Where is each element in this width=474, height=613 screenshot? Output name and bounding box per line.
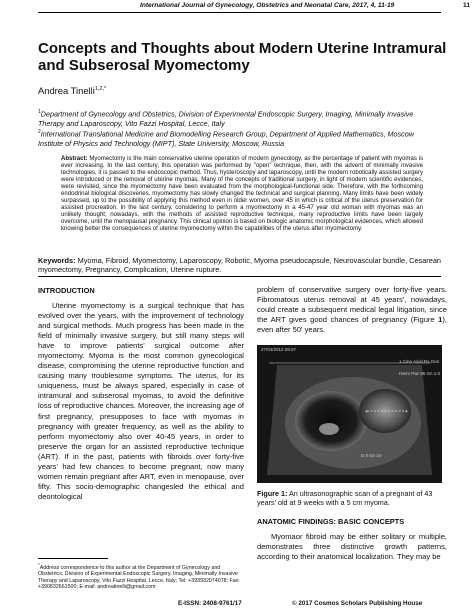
correspondence-footnote: *Address correspondence to this author at the Department of Gynecology and Obstetrics, Division of Experimental Endoscopic Surgery, Imaging, Minimally Invasive Therapy and Laparoscopy, Vito Fazzi Hospital, Lecce, Italy; Tel: +393932074078; Fax: +390832661500; E-mail: andreatinelli@gmail.com bbox=[38, 562, 240, 591]
anatomic-text: Myomaor fibroid may be either solitary or multiple, demonstrates three distinctive growth patterns, according to their anatomical localization. They may be bbox=[257, 532, 447, 562]
footnote-rule bbox=[38, 558, 108, 559]
section-rule bbox=[38, 276, 441, 277]
abstract-label: Abstract: bbox=[61, 156, 88, 162]
keywords-text: Myoma, Fibroid, Myomectomy, Laparoscopy, Robotic, Myoma pseudocapsule, Neurovascular bundle, Cesarean myomectomy, Pregnancy, Complication, Uterine rupture. bbox=[38, 256, 442, 275]
anatomic-column bbox=[257, 532, 447, 562]
author-name: Andrea Tinelli bbox=[38, 85, 95, 96]
ultrasound-figure bbox=[257, 345, 442, 483]
author-affiliation-marker: 1,2,* bbox=[94, 85, 107, 92]
right-column-paragraph: problem of conservative surgery over forty-five years. Fibromatous uterus removal at 45 years', nowadays, could create a subsequent medical legal litigation, since the ART gives good chances of pregnancy (Figure 1), even after 50' years. bbox=[257, 285, 447, 335]
ultrasound-date: 27/04/2012 09:07 bbox=[261, 347, 297, 352]
ultrasound-settings: Harm Pwr 95 Gn 1.0 bbox=[399, 371, 441, 376]
paper-title: Concepts and Thoughts about Modern Uterine Intramural and Subserosal Myomectomy bbox=[38, 40, 447, 74]
introduction-column bbox=[38, 301, 244, 502]
abstract-text: Myomectomy is the main conservative uterine operation of modern gynecology, as the percentage of patient with myomas is ever increasing. In the last century, this operation was performed by "open" technique, then, with the advent of minimally invasive technologies, it is passed to the endoscopic method. Thus, hysteroscopy and laparoscopy, until the modern robotically assisted surgery were introduced or the removal of uterine myomas. Many of the concepts of traditional surgery, in light of modern scientific evidences, were revisited, since the myomectomy have been evaluated from the morphological-functional side. Therefore, with the forthcoming endodrinal biological discoveries, myomectomy has slowly changed the technical and surgical planning. Many limits have been widely surpassed, up to the possibility of applying this method even in older women, over 45 in which is critical of the uterus preservation for assisted procreation. In the last century, considering to perform a myomectomy in a 45-47 year old woman with myomas was an unlikely thought; nowadays, with the methods of assisted reproductive technique, many reproductive limits have been largely overcome, until the menopausal pregnancy. This clinical opinion is based on biologic anatomic morphological evidences, which allowed knowing better the consequences of uterine myomectomy within the capabilities of the uterus after myomectomy. bbox=[61, 156, 424, 233]
introduction-text: Uterine myomectomy is a surgical technique that has evolved over the years, with the improvement of technology and surgical methods. Much progress has been made in the field of minimally invasive surgery, but still many steps will have to improve patients' surgical outcome after myomectomy. Myoma is the most common gynecological disease, compromising the uterine reproductive function and causing many troublesome symptoms. The uterus, for its uniqueness, must be always spared, especially in case of intramural and subserosal myomas, to avoid the definitive loss of reproductive chances. Moreover, the increasing age of first pregnancy, presupposes to face with myomas in pregnancy with greater frequency, as well as the ability to perform myomectomy also over 40-45 years, in order to preserve the organ for an assisted reproductive technique (ART). If in the past, patients with fibroids over forty-five years' had few chances to become pregnant, now many women remain pregnant after ART, even in menopause, over fifty. This socio-demographic changesled the ethical and deontological bbox=[38, 301, 244, 501]
journal-citation: International Journal of Gynecology, Obstetrics and Neonatal Care, 2017, 4, 11-19 bbox=[140, 2, 395, 9]
running-header bbox=[140, 2, 470, 9]
footer-issn: E-ISSN: 2408-9761/17 bbox=[178, 600, 242, 607]
ultrasound-mode: 1.Cine Axial Rx Gen bbox=[399, 359, 440, 364]
abstract bbox=[61, 156, 423, 234]
affiliation-2: $^2$International Translational Medicine and Biomodelling Research Group, Department of Applied Mathematics, Moscow Institute of Physics and Technology (MIPT), State University, Moscow, Russia bbox=[38, 129, 414, 148]
figure-ref-link[interactable]: 1 bbox=[438, 315, 443, 325]
ultrasound-measurement: D 5.63 cm bbox=[361, 453, 382, 458]
introduction-heading: INTRODUCTION bbox=[38, 286, 95, 295]
right-column-intro bbox=[257, 285, 447, 335]
figure-caption-text: An ultrasonographic scan of a pregnant of 43 years' old at 9 weeks with a 5 cm myoma. bbox=[257, 489, 433, 507]
figure-caption-label: Figure 1: bbox=[257, 489, 288, 498]
ultrasound-image bbox=[257, 345, 442, 483]
page-number: 11 bbox=[463, 2, 470, 9]
keywords bbox=[38, 256, 444, 274]
header-rule bbox=[38, 12, 441, 13]
author-line bbox=[38, 85, 106, 96]
svg-text:+: + bbox=[405, 409, 408, 415]
keywords-label: Keywords: bbox=[38, 256, 76, 265]
affiliation-1: $^1$Department of Gynecology and Obstetrics, Division of Experimental Endoscopic Surgery, Imaging, Minimally Invasive Therapy and Laparoscopy, Vito Fazzi Hospital, Lecce, Italy bbox=[38, 109, 414, 128]
anatomic-heading: ANATOMIC FINDINGS: BASIC CONCEPTS bbox=[257, 517, 405, 526]
footer-copyright: © 2017 Cosmos Scholars Publishing House bbox=[292, 600, 423, 607]
figure-caption bbox=[257, 489, 447, 507]
svg-text:+: + bbox=[365, 409, 368, 415]
